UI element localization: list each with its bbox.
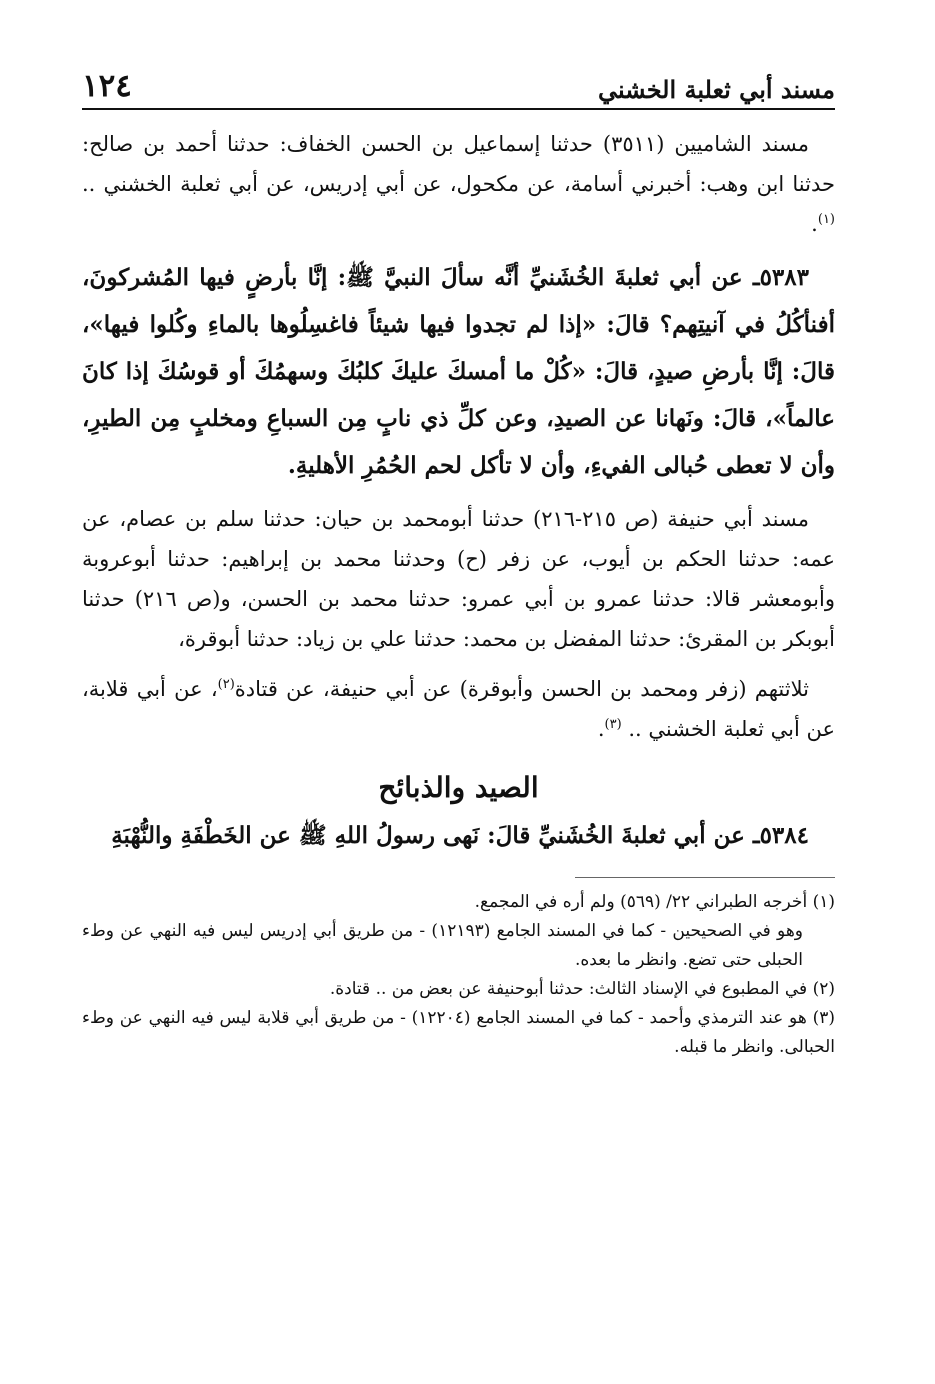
footnote-ref-2: (٢) (217, 677, 235, 692)
isnad-paragraph-2: مسند أبي حنيفة (ص ٢١٥-٢١٦) حدثنا أبومحمد بن حيان: حدثنا سلم بن عصام، عن عمه: حدثنا الحكم بن أيوب، عن زفر (ح) وحدثنا محمد بن إبراهيم: حدثنا أبوعروبة وأبومعشر قالا: حدثنا عمرو بن أبي عمرو: حدثنا محمد بن الحسن، و(ص ٢١٦) حدثنا أبوبكر بن المقرئ: حدثنا المفضل بن محمد: حدثنا علي بن زياد: حدثنا أبوقرة، (82, 507, 835, 651)
footnote-number: (٢) (812, 979, 835, 999)
page-header (82, 60, 835, 110)
isnad-paragraph-1: مسند الشاميين (٣٥١١) حدثنا إسماعيل بن الحسن الخفاف: حدثنا أحمد بن صالح: حدثنا ابن وهب: أخبرني أسامة، عن مكحول، عن أبي إدريس، عن أبي ثعلبة الخشني .. $^{(١)}$. (82, 132, 835, 236)
footnote-separator (575, 877, 835, 878)
footnote-3: (٣) هو عند الترمذي وأحمد - كما في المسند الجامع (١٢٢٠٤) - من طريق أبي قلابة ليس فيه النهي عن وطء الحبالى. وانظر ما قبله. (82, 1008, 836, 1057)
footnote-number: (٣) (812, 1008, 836, 1028)
footnote-1-continued: وهو في الصحيحين - كما في المسند الجامع (١٢١٩٣) - من طريق أبي إدريس ليس فيه النهي عن وطء الحبلى حتى تضع. وانظر ما بعده. (82, 921, 803, 970)
footnote-1: (١) أخرجه الطبراني ٢٢/ (٥٦٩) ولم أره في المجمع. (474, 892, 835, 912)
footnotes (82, 888, 835, 1062)
footnote-2: (٢) في المطبوع في الإسناد الثالث: حدثنا أبوحنيفة عن بعض من .. قتادة. (329, 979, 835, 999)
section-heading: الصيد والذبائح (378, 771, 539, 804)
running-title: مسند أبي ثعلبة الخشني (598, 75, 835, 104)
hadith-5383: ٥٣٨٣ـ عن أبي ثعلبةَ الخُشَنيِّ أنَّه سألَ النبيَّ ﷺ: إنَّا بأرضٍ فيها المُشركونَ، أفنأكُلُ في آنيتِهم؟ قالَ: «إذا لم تجدوا فيها شيئاً فاغسِلُوها بالماءِ وكُلوا فيها»، قالَ: إنَّا بأرضِ صيدٍ، قالَ: «كُلْ ما أمسكَ عليكَ كلبُكَ وسهمُكَ أو قوسُكَ إذا كانَ عالماً»، قالَ: ونَهانا عن الصيدِ، وعن كلِّ ذي نابٍ مِن السباعِ ومخلبٍ مِن الطيرِ، وأن لا تعطى حُبالى الفيءِ، وأن لا تأكل لحم الحُمُرِ الأهليةِ. (82, 264, 835, 479)
book-page (82, 60, 835, 1062)
footnote-ref-3: (٣) (604, 717, 622, 732)
footnote-number: (١) (812, 892, 835, 912)
footnote-ref-1: (١) (817, 212, 835, 227)
hadith-5384: ٥٣٨٤ـ عن أبي ثعلبةَ الخُشَنيِّ قالَ: نَهى رسولُ اللهِ ﷺ عن الخَطْفَةِ والنُّهْبَةِ (111, 822, 809, 849)
isnad-paragraph-3: ثلاثتهم (زفر ومحمد بن الحسن وأبوقرة) عن أبي حنيفة، عن قتادة$^{(٢)}$، عن أبي قلابة، عن أبي ثعلبة الخشني .. $^{(٣)}$. (82, 677, 835, 741)
page-number: ١٢٤ (82, 68, 132, 104)
